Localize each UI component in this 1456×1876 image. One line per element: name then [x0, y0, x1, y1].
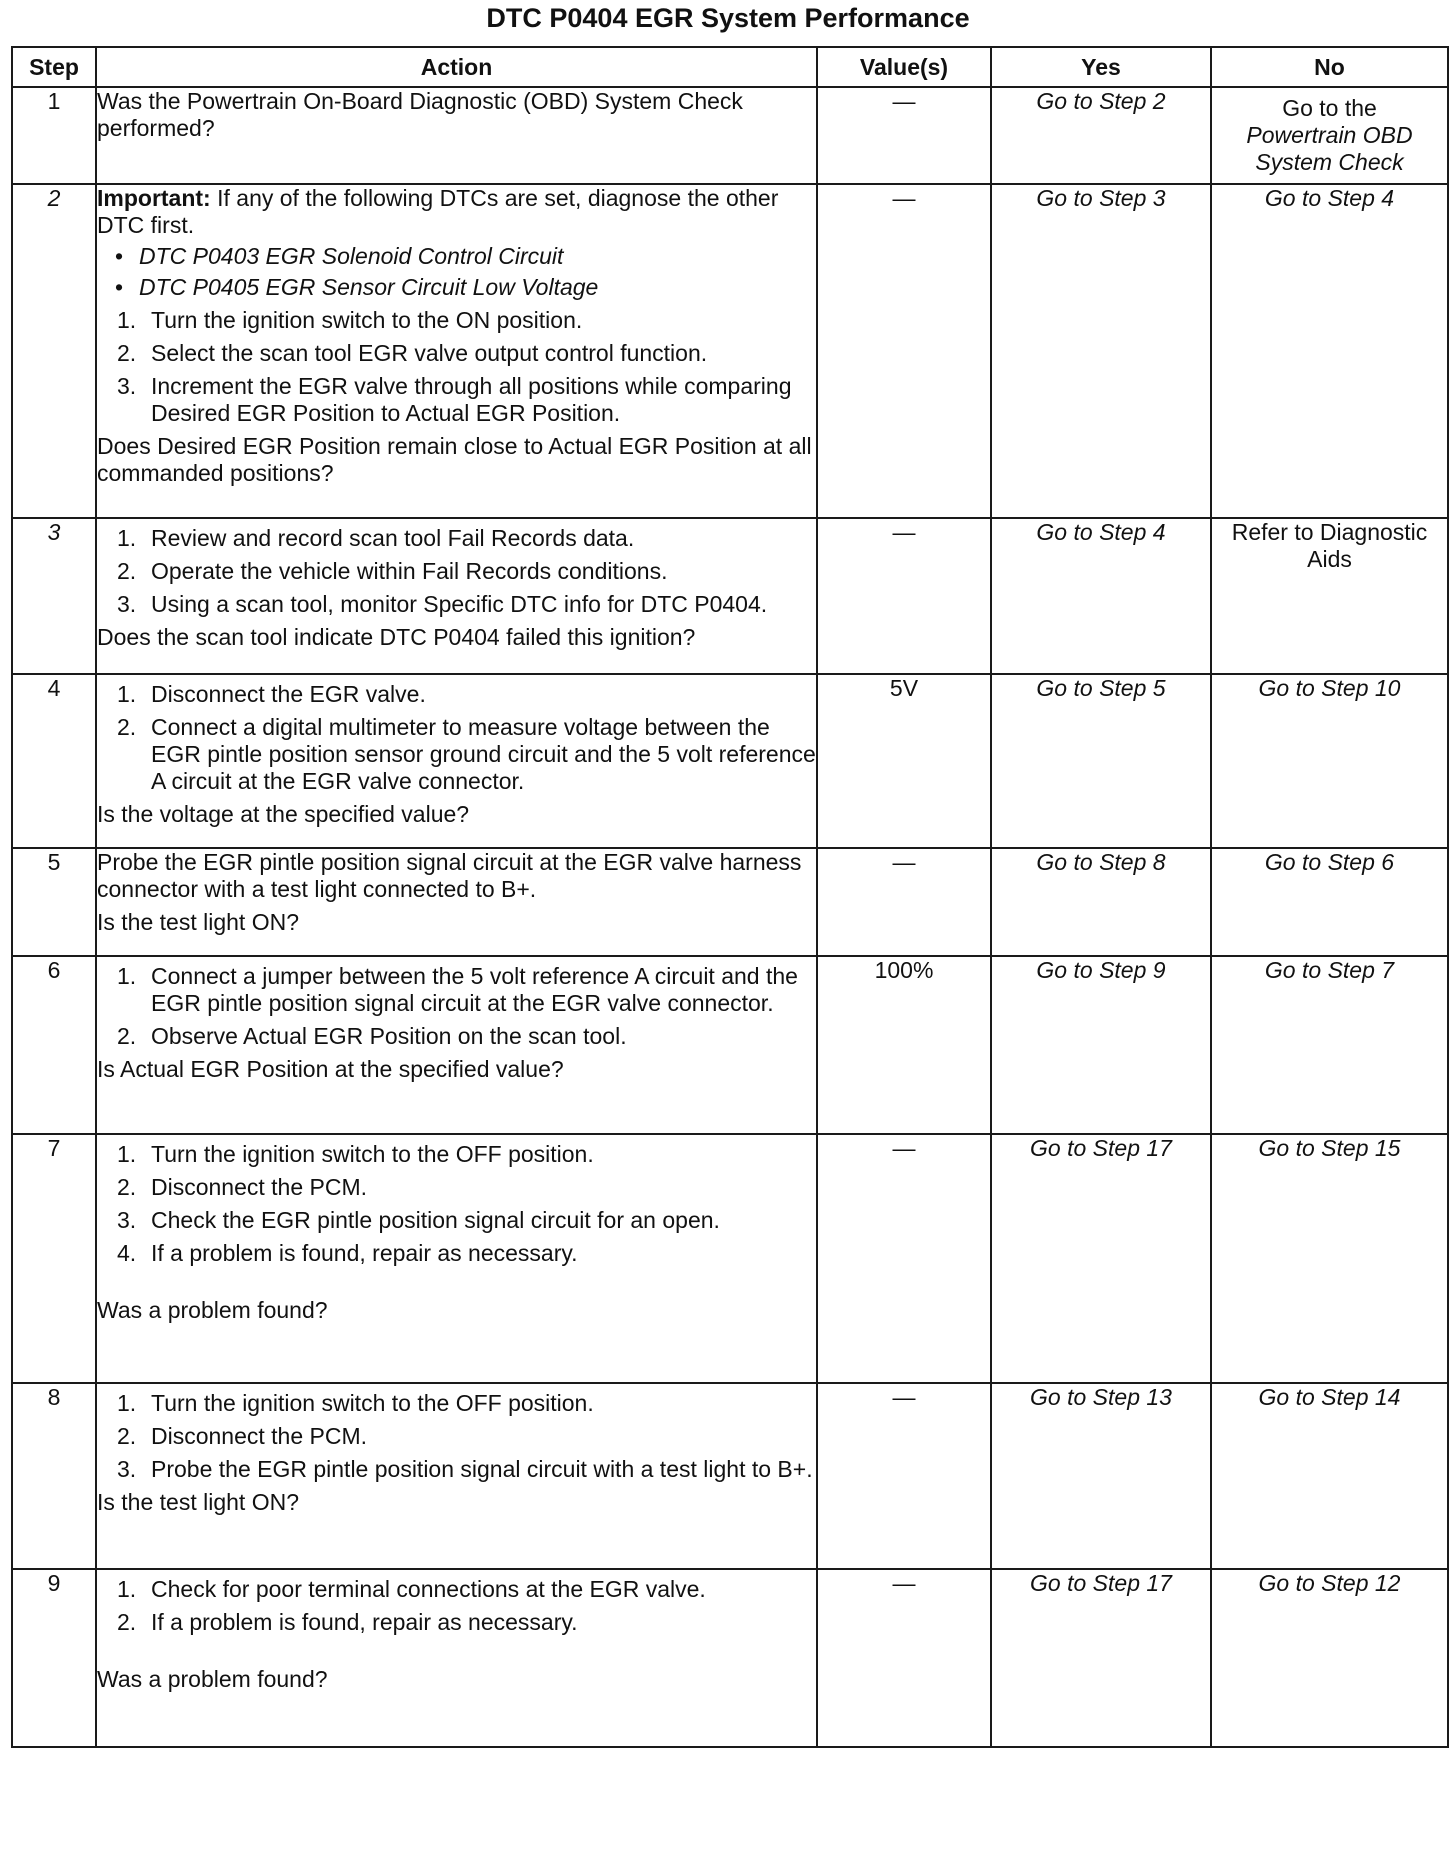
value-cell: —: [817, 184, 991, 518]
procedure-list: [97, 1576, 816, 1636]
question-text: Was a problem found?: [97, 1297, 328, 1323]
step-cell: 5: [12, 848, 96, 956]
action-cell: [96, 1134, 817, 1383]
step-cell: 4: [12, 674, 96, 848]
action-cell: [96, 1383, 817, 1569]
yes-cell: Go to Step 9: [991, 956, 1211, 1134]
list-item: 3. Probe the EGR pintle position signal circuit with a test light to B+.: [117, 1456, 813, 1482]
diagnostic-table: [11, 46, 1449, 1748]
action-text: Probe the EGR pintle position signal circuit at the EGR valve harness connector with a test light connected to B+.: [97, 849, 802, 902]
action-text: Was the Powertrain On-Board Diagnostic (OBD) System Check performed?: [97, 88, 743, 141]
procedure-list: [97, 681, 816, 795]
table-row: [12, 518, 1448, 674]
action-cell: [96, 184, 817, 518]
list-item: 3. Using a scan tool, monitor Specific DTC info for DTC P0404.: [117, 591, 768, 617]
question-text: Is the test light ON?: [97, 1489, 299, 1515]
question-text: Was a problem found?: [97, 1666, 328, 1692]
action-cell: [96, 956, 817, 1134]
action-cell: [96, 674, 817, 848]
list-item: • DTC P0403 EGR Solenoid Control Circuit: [115, 243, 816, 270]
list-item: 1. Connect a jumper between the 5 volt reference A circuit and the EGR pintle position signal circuit at the EGR valve connector.: [117, 963, 798, 1016]
header-values: Value(s): [817, 47, 991, 87]
value-cell: —: [817, 1569, 991, 1747]
action-cell: [96, 518, 817, 674]
step-cell: 7: [12, 1134, 96, 1383]
no-cell: Go to Step 14: [1211, 1383, 1448, 1569]
table-row: [12, 1383, 1448, 1569]
important-note: Important: If any of the following DTCs are set, diagnose the other DTC first.: [97, 185, 779, 238]
no-cell: Go to Step 10: [1211, 674, 1448, 848]
table-row: [12, 184, 1448, 518]
header-step: Step: [12, 47, 96, 87]
list-item: 2. Connect a digital multimeter to measure voltage between the EGR pintle position sensor ground circuit and the 5 volt reference A circuit at the EGR valve connector.: [117, 714, 816, 794]
question-text: Is the test light ON?: [97, 909, 299, 935]
no-cell: Refer to Diagnostic Aids: [1211, 518, 1448, 674]
no-cell: Go to Step 12: [1211, 1569, 1448, 1747]
list-item: 1. Turn the ignition switch to the OFF position.: [117, 1390, 594, 1416]
procedure-list: [97, 963, 816, 1050]
header-action: Action: [96, 47, 817, 87]
list-item: 1. Review and record scan tool Fail Records data.: [117, 525, 635, 551]
value-cell: 5V: [817, 674, 991, 848]
step-cell: 2: [12, 184, 96, 518]
list-item: 4. If a problem is found, repair as necessary.: [117, 1240, 578, 1266]
step-cell: 1: [12, 87, 96, 184]
dtc-list: [97, 243, 816, 301]
action-cell: [96, 87, 817, 184]
step-cell: 9: [12, 1569, 96, 1747]
value-cell: —: [817, 1134, 991, 1383]
procedure-list: [97, 307, 816, 427]
no-cell: Go to Step 4: [1211, 184, 1448, 518]
value-cell: —: [817, 518, 991, 674]
value-cell: —: [817, 848, 991, 956]
step-cell: 8: [12, 1383, 96, 1569]
table-header-row: [12, 47, 1448, 87]
question-text: Is Actual EGR Position at the specified value?: [97, 1056, 564, 1082]
header-no: No: [1211, 47, 1448, 87]
question-text: Is the voltage at the specified value?: [97, 801, 470, 827]
procedure-list: [97, 1141, 816, 1267]
value-cell: 100%: [817, 956, 991, 1134]
question-text: Does Desired EGR Position remain close to Actual EGR Position at all commanded positions?: [97, 433, 812, 486]
procedure-list: [97, 525, 816, 618]
list-item: 2. Disconnect the PCM.: [117, 1174, 368, 1200]
list-item: 1. Check for poor terminal connections at the EGR valve.: [117, 1576, 706, 1602]
step-cell: 3: [12, 518, 96, 674]
action-cell: [96, 1569, 817, 1747]
list-item: • DTC P0405 EGR Sensor Circuit Low Voltage: [115, 274, 816, 301]
table-row: [12, 848, 1448, 956]
yes-cell: Go to Step 17: [991, 1569, 1211, 1747]
step-cell: 6: [12, 956, 96, 1134]
value-cell: —: [817, 87, 991, 184]
list-item: 2. Select the scan tool EGR valve output control function.: [117, 340, 708, 366]
no-cell: Go to Step 6: [1211, 848, 1448, 956]
action-cell: [96, 848, 817, 956]
procedure-list: [97, 1390, 816, 1483]
yes-cell: Go to Step 13: [991, 1383, 1211, 1569]
yes-cell: Go to Step 8: [991, 848, 1211, 956]
list-item: 2. Observe Actual EGR Position on the scan tool.: [117, 1023, 627, 1049]
yes-cell: Go to Step 2: [991, 87, 1211, 184]
yes-cell: Go to Step 17: [991, 1134, 1211, 1383]
table-row: [12, 674, 1448, 848]
value-cell: —: [817, 1383, 991, 1569]
list-item: 2. If a problem is found, repair as necessary.: [117, 1609, 578, 1635]
list-item: 1. Turn the ignition switch to the OFF position.: [117, 1141, 594, 1167]
no-cell: Go to Step 15: [1211, 1134, 1448, 1383]
list-item: 2. Disconnect the PCM.: [117, 1423, 368, 1449]
page-title: DTC P0404 EGR System Performance: [486, 3, 970, 33]
no-cell: Go to the Powertrain OBD System Check: [1211, 87, 1448, 184]
yes-cell: Go to Step 4: [991, 518, 1211, 674]
list-item: 1. Turn the ignition switch to the ON position.: [117, 307, 583, 333]
table-row: [12, 1134, 1448, 1383]
question-text: Does the scan tool indicate DTC P0404 failed this ignition?: [97, 624, 696, 650]
yes-cell: Go to Step 3: [991, 184, 1211, 518]
table-row: [12, 87, 1448, 184]
yes-cell: Go to Step 5: [991, 674, 1211, 848]
table-row: [12, 956, 1448, 1134]
header-yes: Yes: [991, 47, 1211, 87]
list-item: 2. Operate the vehicle within Fail Records conditions.: [117, 558, 668, 584]
table-row: [12, 1569, 1448, 1747]
list-item: 1. Disconnect the EGR valve.: [117, 681, 426, 707]
list-item: 3. Check the EGR pintle position signal circuit for an open.: [117, 1207, 720, 1233]
list-item: 3. Increment the EGR valve through all positions while comparing Desired EGR Position to Actual EGR Position.: [117, 373, 792, 426]
no-cell: Go to Step 7: [1211, 956, 1448, 1134]
